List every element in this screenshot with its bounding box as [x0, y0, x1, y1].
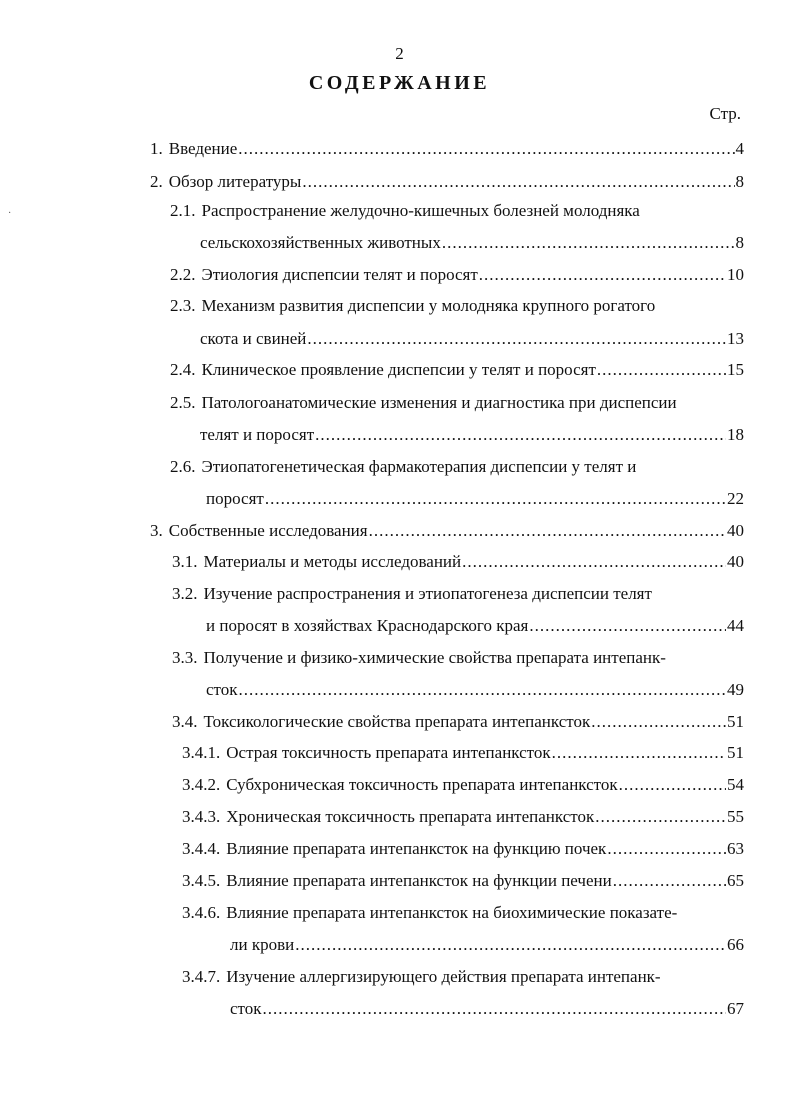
toc-entry: [170, 294, 655, 318]
toc-entry-number: 2.4.: [170, 360, 196, 379]
toc-entry-title-continued: сельскохозяйственных животных: [200, 233, 441, 252]
toc-entry-title: Влияние препарата интепанксток на функции печени: [226, 871, 612, 890]
dot-leader: [265, 487, 726, 511]
toc-entry-number: 3.4.4.: [182, 839, 221, 858]
toc-entry-number: 2.1.: [170, 201, 196, 220]
toc-entry-number: 2.3.: [170, 296, 196, 315]
toc-entry-title-continued: сток: [206, 680, 238, 699]
toc-entry-number: 2.2.: [170, 265, 196, 284]
toc-entry-number: 3.4.3.: [182, 807, 221, 826]
dot-leader: [315, 423, 726, 447]
toc-entry-page: 18: [727, 425, 744, 444]
toc-entry-page: 13: [727, 329, 744, 348]
toc-entry: [182, 773, 744, 797]
toc-entry-title: Патологоанатомические изменения и диагностика при диспепсии: [201, 393, 677, 412]
toc-entry-page: 40: [727, 552, 744, 571]
toc-entry-number: 1.: [150, 139, 163, 158]
toc-entry-page: 8: [735, 233, 744, 252]
dot-leader: [591, 710, 726, 734]
toc-entry: [182, 965, 661, 989]
toc-entry-page: 49: [727, 680, 744, 699]
toc-entry-page: 67: [727, 999, 744, 1018]
toc-entry-continuation: [206, 678, 744, 702]
dot-leader: [595, 805, 726, 829]
toc-entry-page: 51: [727, 743, 744, 762]
page-title: СОДЕРЖАНИЕ: [308, 72, 491, 94]
toc-entry-number: 3.4.1.: [182, 743, 221, 762]
toc-entry: [172, 582, 652, 606]
toc-entry-title: Острая токсичность препарата интепанксток: [226, 743, 551, 762]
toc-entry-title: Получение и физико-химические свойства препарата интепанк-: [203, 648, 666, 667]
toc-entry: [170, 455, 636, 479]
toc-entry-number: 3.2.: [172, 584, 198, 603]
dot-leader: [479, 263, 726, 287]
dot-leader: [295, 933, 726, 957]
toc-entry-title: Этиопатогенетическая фармакотерапия диспепсии у телят и: [201, 457, 637, 476]
toc-entry-page: 55: [727, 807, 744, 826]
dot-leader: [238, 137, 734, 161]
toc-entry-title-continued: телят и поросят: [200, 425, 315, 444]
toc-entry-title: Этиология диспепсии телят и поросят: [201, 265, 478, 284]
dot-leader: [462, 550, 726, 574]
dot-leader: [619, 773, 726, 797]
dot-leader: [239, 678, 726, 702]
toc-entry-page: 40: [727, 521, 744, 540]
page-number: 2: [395, 44, 404, 63]
toc-entry-continuation: [206, 614, 744, 638]
toc-entry-number: 3.4.2.: [182, 775, 221, 794]
toc-entry-title-continued: поросят: [206, 489, 264, 508]
dot-leader: [263, 997, 726, 1021]
toc-entry: [182, 805, 744, 829]
toc-entry: [172, 550, 744, 574]
toc-entry-page: 54: [727, 775, 744, 794]
toc-entry-title: Введение: [168, 139, 238, 158]
dot-leader: [442, 231, 735, 255]
toc-entry-page: 44: [727, 616, 744, 635]
toc-entry: [172, 646, 666, 670]
toc-entry-title: Клиническое проявление диспепсии у телят и поросят: [201, 360, 596, 379]
toc-entry-title: Субхроническая токсичность препарата интепанксток: [226, 775, 618, 794]
toc-entry: [170, 391, 677, 415]
toc-entry-page: 65: [727, 871, 744, 890]
toc-entry: [182, 869, 744, 893]
toc-entry-number: 3.4.5.: [182, 871, 221, 890]
toc-entry-title: Хроническая токсичность препарата интепанксток: [226, 807, 595, 826]
toc-entry-page: 51: [727, 712, 744, 731]
dot-leader: [302, 170, 734, 194]
toc-entry-number: 3.: [150, 521, 163, 540]
toc-entry-continuation: [230, 933, 744, 957]
toc-entry-title: Влияние препарата интепанксток на функцию почек: [226, 839, 607, 858]
toc-entry-number: 3.4.6.: [182, 903, 221, 922]
toc-entry-page: 66: [727, 935, 744, 954]
toc-entry-number: 2.6.: [170, 457, 196, 476]
toc-entry: [182, 741, 744, 765]
toc-entry-title: Собственные исследования: [168, 521, 368, 540]
toc-entry-page: 22: [727, 489, 744, 508]
toc-entry-title-continued: сток: [230, 999, 262, 1018]
toc-entry-continuation: [230, 997, 744, 1021]
toc-entry: [182, 837, 744, 861]
toc-entry-title: Изучение аллергизирующего действия препарата интепанк-: [226, 967, 661, 986]
toc-entry-number: 3.4.7.: [182, 967, 221, 986]
dot-leader: [613, 869, 726, 893]
toc-entry-title-continued: скота и свиней: [200, 329, 307, 348]
toc-entry-title-continued: ли крови: [230, 935, 295, 954]
toc-entry-page: 15: [727, 360, 744, 379]
toc-entry-continuation: [206, 487, 744, 511]
toc-entry-number: 3.3.: [172, 648, 198, 667]
toc-entry-continuation: [200, 423, 744, 447]
toc-entry: [172, 710, 744, 734]
toc-entry-title: Изучение распространения и этиопатогенеза диспепсии телят: [203, 584, 652, 603]
toc-entry-number: 3.4.: [172, 712, 198, 731]
toc-entry-page: 10: [727, 265, 744, 284]
dot-leader: [369, 519, 726, 543]
toc-entry-title: Материалы и методы исследований: [203, 552, 462, 571]
toc-entry-continuation: [200, 327, 744, 351]
dot-leader: [529, 614, 726, 638]
margin-mark: ·: [8, 208, 12, 219]
toc-entry-title: Обзор литературы: [168, 172, 302, 191]
toc-entry-title: Влияние препарата интепанксток на биохимические показате-: [226, 903, 678, 922]
toc-entry-number: 3.1.: [172, 552, 198, 571]
toc-entry-page: 8: [735, 172, 744, 191]
dot-leader: [307, 327, 726, 351]
toc-entry: [170, 358, 744, 382]
toc-entry-page: 4: [735, 139, 744, 158]
toc-entry-number: 2.: [150, 172, 163, 191]
toc-entry-page: 63: [727, 839, 744, 858]
toc-entry-number: 2.5.: [170, 393, 196, 412]
toc-entry: [150, 519, 744, 543]
dot-leader: [607, 837, 726, 861]
toc-entry: [150, 137, 744, 161]
toc-entry: [170, 263, 744, 287]
toc-entry: [150, 170, 744, 194]
dot-leader: [552, 741, 726, 765]
dot-leader: [597, 358, 726, 382]
toc-entry-title: Токсикологические свойства препарата интепанксток: [203, 712, 591, 731]
toc-entry-continuation: [200, 231, 744, 255]
toc-entry-title-continued: и поросят в хозяйствах Краснодарского края: [206, 616, 529, 635]
toc-entry-title: Распространение желудочно-кишечных болезней молодняка: [201, 201, 640, 220]
toc-entry: [170, 199, 640, 223]
toc-entry: [182, 901, 677, 925]
toc-entry-title: Механизм развития диспепсии у молодняка крупного рогатого: [201, 296, 656, 315]
page-column-label: Стр.: [709, 104, 741, 123]
